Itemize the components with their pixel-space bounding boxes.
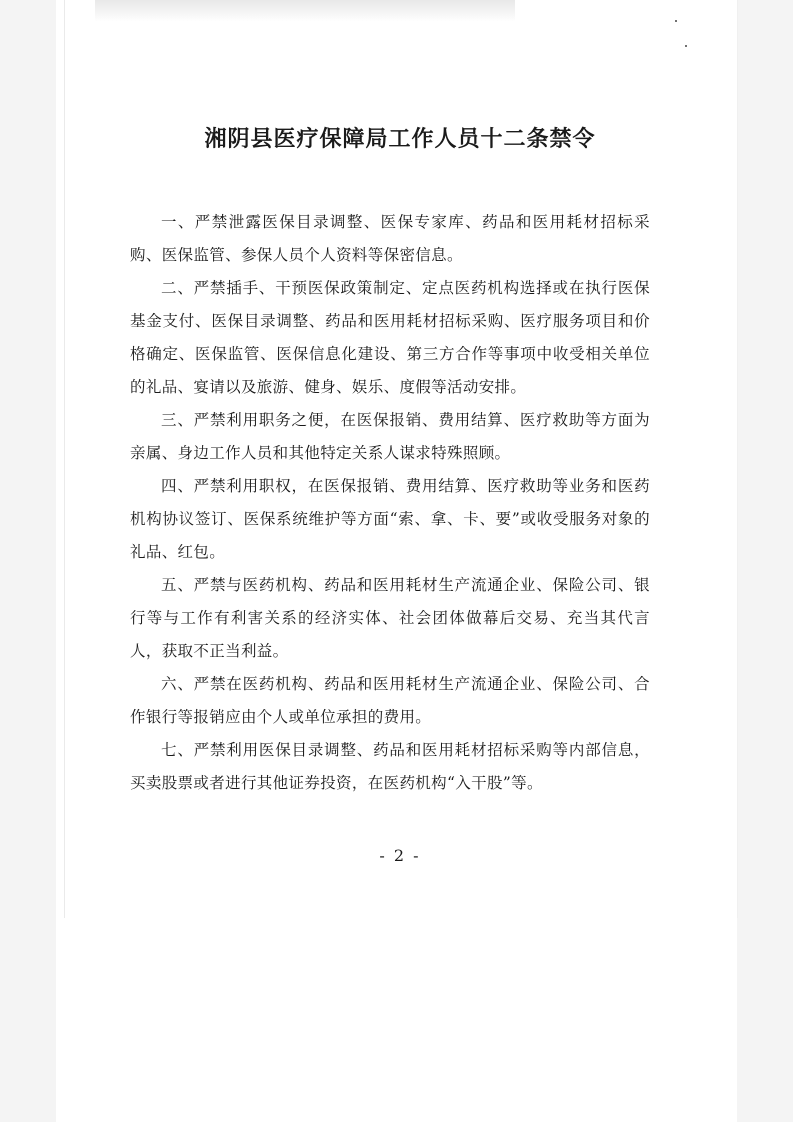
paragraph-6: 六、严禁在医药机构、药品和医用耗材生产流通企业、保险公司、合作银行等报销应由个人或单位承担的费用。 [130, 675, 650, 726]
document-body [130, 206, 650, 800]
scan-smudge [95, 0, 515, 22]
paragraph-7: 七、严禁利用医保目录调整、药品和医用耗材招标采购等内部信息，买卖股票或者进行其他证券投资，在医药机构“入干股”等。 [130, 741, 650, 792]
paragraph-2: 二、严禁插手、干预医保政策制定、定点医药机构选择或在执行医保基金支付、医保目录调整、药品和医用耗材招标采购、医疗服务项目和价格确定、医保监管、医保信息化建设、第三方合作等事项中收受相关单位的礼品、宴请以及旅游、健身、娱乐、度假等活动安排。 [130, 279, 650, 396]
scan-speck [685, 45, 687, 47]
page-margin-left [0, 0, 56, 1122]
paragraph-3: 三、严禁利用职务之便，在医保报销、费用结算、医疗救助等方面为亲属、身边工作人员和其他特定关系人谋求特殊照顾。 [130, 411, 650, 462]
page-margin-right [737, 0, 793, 1122]
document-title: 湘阴县医疗保障局工作人员十二条禁令 [204, 126, 596, 152]
paragraph-4: 四、严禁利用职权，在医保报销、费用结算、医疗救助等业务和医药机构协议签订、医保系统维护等方面“索、拿、卡、要”或收受服务对象的礼品、红包。 [130, 477, 650, 561]
scan-speck [675, 20, 677, 22]
page-number: - 2 - [379, 846, 421, 865]
paragraph-5: 五、严禁与医药机构、药品和医用耗材生产流通企业、保险公司、银行等与工作有利害关系的经济实体、社会团体做幕后交易、充当其代言人，获取不正当利益。 [130, 576, 650, 660]
paragraph-1: 一、严禁泄露医保目录调整、医保专家库、药品和医用耗材招标采购、医保监管、参保人员个人资料等保密信息。 [130, 213, 650, 264]
